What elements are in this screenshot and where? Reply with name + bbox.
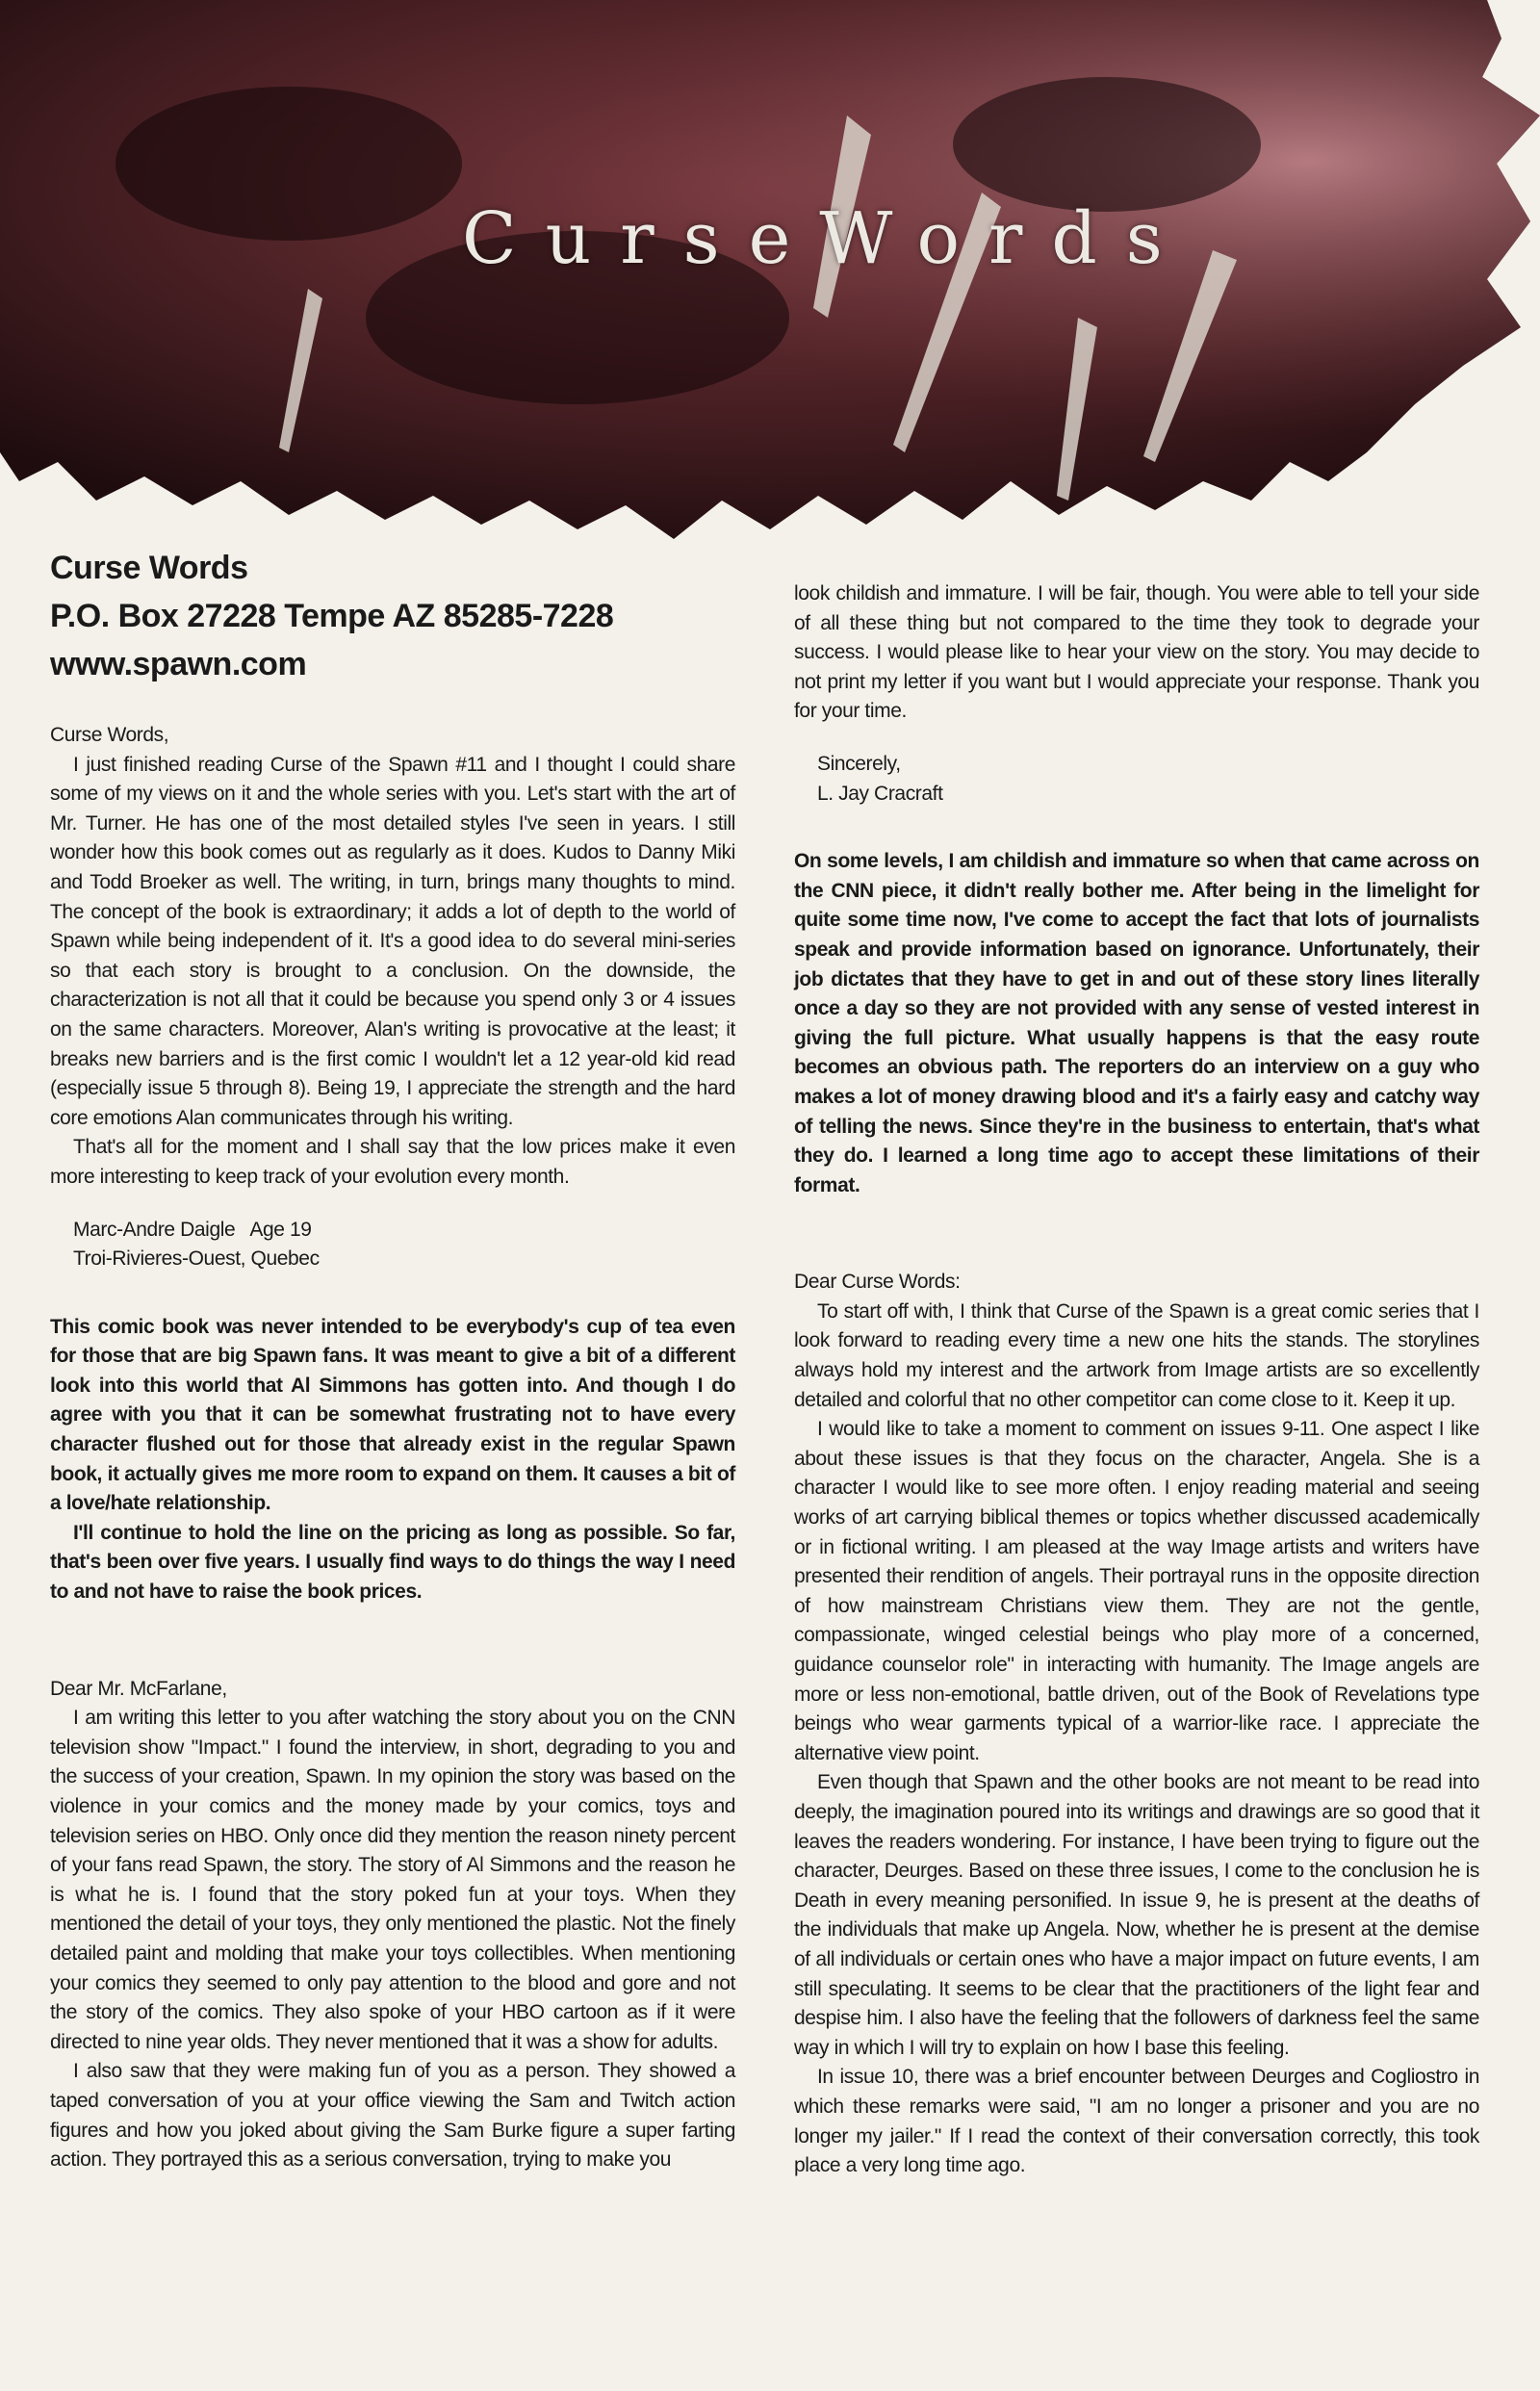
letter1-salutation: Curse Words,: [50, 724, 169, 746]
header-artwork: [0, 0, 1540, 539]
letter2-paragraph: look childish and immature. I will be fair, though. You were able to tell your side of all these thing but not compared to the time they took to degrade your success. I would please like to hear your view on the story. You may decide to not print my letter if you want but I would appreciate your response. Thank you for your time.: [794, 582, 1479, 723]
letter2-signature-name: L. Jay Cracraft: [817, 782, 943, 805]
letter3-paragraph: In issue 10, there was a brief encounter between Deurges and Cogliostro in which these remarks were said, "I am no longer a prisoner and you are no longer my jailer." If I read the context of their conversation correctly, this took place a very long time ago.: [794, 2066, 1479, 2177]
left-column: [50, 544, 735, 2175]
letter1-paragraph: That's all for the moment and I shall say that the low prices make it even more interesting to keep track of your evolution every month.: [50, 1136, 735, 1188]
letter3-paragraph: I would like to take a moment to comment on issues 9-11. One aspect I like about these issues is that they focus on the character, Angela. She is a character I would like to see more often. I enjoy reading material and seeing works of art carrying biblical themes or topics whether discussed academically or in fictional writing. I am pleased at the way Image artists and writers have presented their rendition of angels. Their portrayal runs in the opposite direction of how mainstream Christians view them. They are not the gentle, compassionate, winged celestial beings who play more of a concerned, guidance counselor role" in interacting with humanity. The Image angels are more or less non-emotional, battle driven, out of the Book of Revelations type beings who wear garments typical of a warrior-like race. I appreciate the alternative view point.: [794, 1418, 1479, 1764]
letter1-signature-name: Marc-Andre Daigle Age 19: [73, 1218, 312, 1241]
masthead-title: CurseWords: [462, 197, 1192, 280]
letter2-signoff: Sincerely,: [817, 752, 901, 775]
letter3-paragraph: To start off with, I think that Curse of the Spawn is a great comic series that I look forward to reading every time a new one hits the stands. The storylines always hold my interest and the artwork from Image artists are so excellently detailed and colorful that no other competitor can come close to it. Keep it up.: [794, 1299, 1479, 1411]
editor-reply: This comic book was never intended to be everybody's cup of tea even for those that are big Spawn fans. It was meant to give a bit of a different look into this world that Al Simmons has gotten into. And though I do agree with you that it can be somewhat frustrating not to have every character flushed out for those that already exist in the regular Spawn book, it actually gives me more room to expand on them. It causes a bit of a love/hate relationship.: [50, 1315, 735, 1515]
editor-reply: I'll continue to hold the line on the pricing as long as possible. So far, that's been over five years. I usually find ways to do things the way I need to and not have to raise the book prices.: [50, 1521, 735, 1604]
right-column: [794, 579, 1479, 2181]
letter2-salutation: Dear Mr. McFarlane,: [50, 1677, 227, 1700]
letter2-paragraph: I also saw that they were making fun of you as a person. They showed a taped conversation of you at your office viewing the Sam and Twitch action figures and how you joked about giving the Sam Burke figure a super farting action. They portrayed this as a serious conversation, trying to make you: [50, 2060, 735, 2172]
address-name: Curse Words: [50, 550, 248, 586]
letter1-signature-location: Troi-Rivieres-Ouest, Quebec: [73, 1247, 320, 1271]
letter3-paragraph: Even though that Spawn and the other books are not meant to be read into deeply, the imagination poured into its writings and drawings are so good that it leaves the readers wondering. For instance, I have been trying to figure out the character, Deurges. Based on these three issues, I come to the conclusion he is Death in every meaning personified. In issue 9, he is present at the deaths of the individuals that make up Angela. Now, whether he is present at the demise of all individuals or certain ones who have a major impact on future events, I am still speculating. It seems to be clear that the practitioners of the light fear and despise him. I also have the feeling that the followers of darkness feel the same way in which I will try to explain on how I base this feeling.: [794, 1771, 1479, 2059]
letter2-paragraph: I am writing this letter to you after watching the story about you on the CNN television show "Impact." I found the interview, in short, degrading to you and the success of your creation, Spawn. In my opinion the story was based on the violence in your comics and the money made by your comics, toys and television series on HBO. Only once did they mention the reason ninety percent of your fans read Spawn, the story. The story of Al Simmons and the reason he is what he is. I found that the story poked fun at your toys. When they mentioned the detail of your toys, they only mentioned the plastic. Not the finely detailed paint and molding that make your toys collectibles. When mentioning your comics they seemed to only pay attention to the blood and gore and not the story of the comics. They also spoke of your HBO cartoon as if it were directed to nine year olds. They never mentioned that it was a show for adults.: [50, 1707, 735, 2053]
address-web: www.spawn.com: [50, 646, 307, 682]
address-po-box: P.O. Box 27228 Tempe AZ 85285-7228: [50, 598, 614, 634]
letter1-paragraph: I just finished reading Curse of the Spawn #11 and I thought I could share some of my views on it and the whole series with you. Let's start with the art of Mr. Turner. He has one of the most detailed styles I've seen in years. I still wonder how this book comes out as regularly as it does. Kudos to Danny Miki and Todd Broeker as well. The writing, in turn, brings many thoughts to mind. The concept of the book is extraordinary; it adds a lot of depth to the world of Spawn while being independent of it. It's a good idea to do several mini-series so that each story is brought to a conclusion. On the downside, the characterization is not all that it could be because you spend only 3 or 4 issues on the same characters. Moreover, Alan's writing is provocative at the least; it breaks new barriers and is the first comic I wouldn't let a 12 year-old kid read (especially issue 5 through 8). Being 19, I appreciate the strength and the hard core emotions Alan communicates through his writing.: [50, 753, 735, 1129]
letter3-salutation: Dear Curse Words:: [794, 1271, 961, 1294]
editor-reply: On some levels, I am childish and immature so when that came across on the CNN piece, it didn't really bother me. After being in the limelight for quite some time now, I've come to accept the fact that lots of journalists speak and provide information based on ignorance. Unfortunately, their job dictates that they have to get in and out of these story lines literally once a day so they are not provided with any sense of vested interest in giving the full picture. What usually happens is that the easy route becomes an obvious path. The reporters do an interview on a guy who makes a lot of money drawing blood and it's a fairly easy and catchy way of telling the news. Since they're in the business to entertain, that's what they do. I learned a long time ago to accept these limitations of their format.: [794, 850, 1479, 1196]
mailing-address: [50, 544, 735, 688]
